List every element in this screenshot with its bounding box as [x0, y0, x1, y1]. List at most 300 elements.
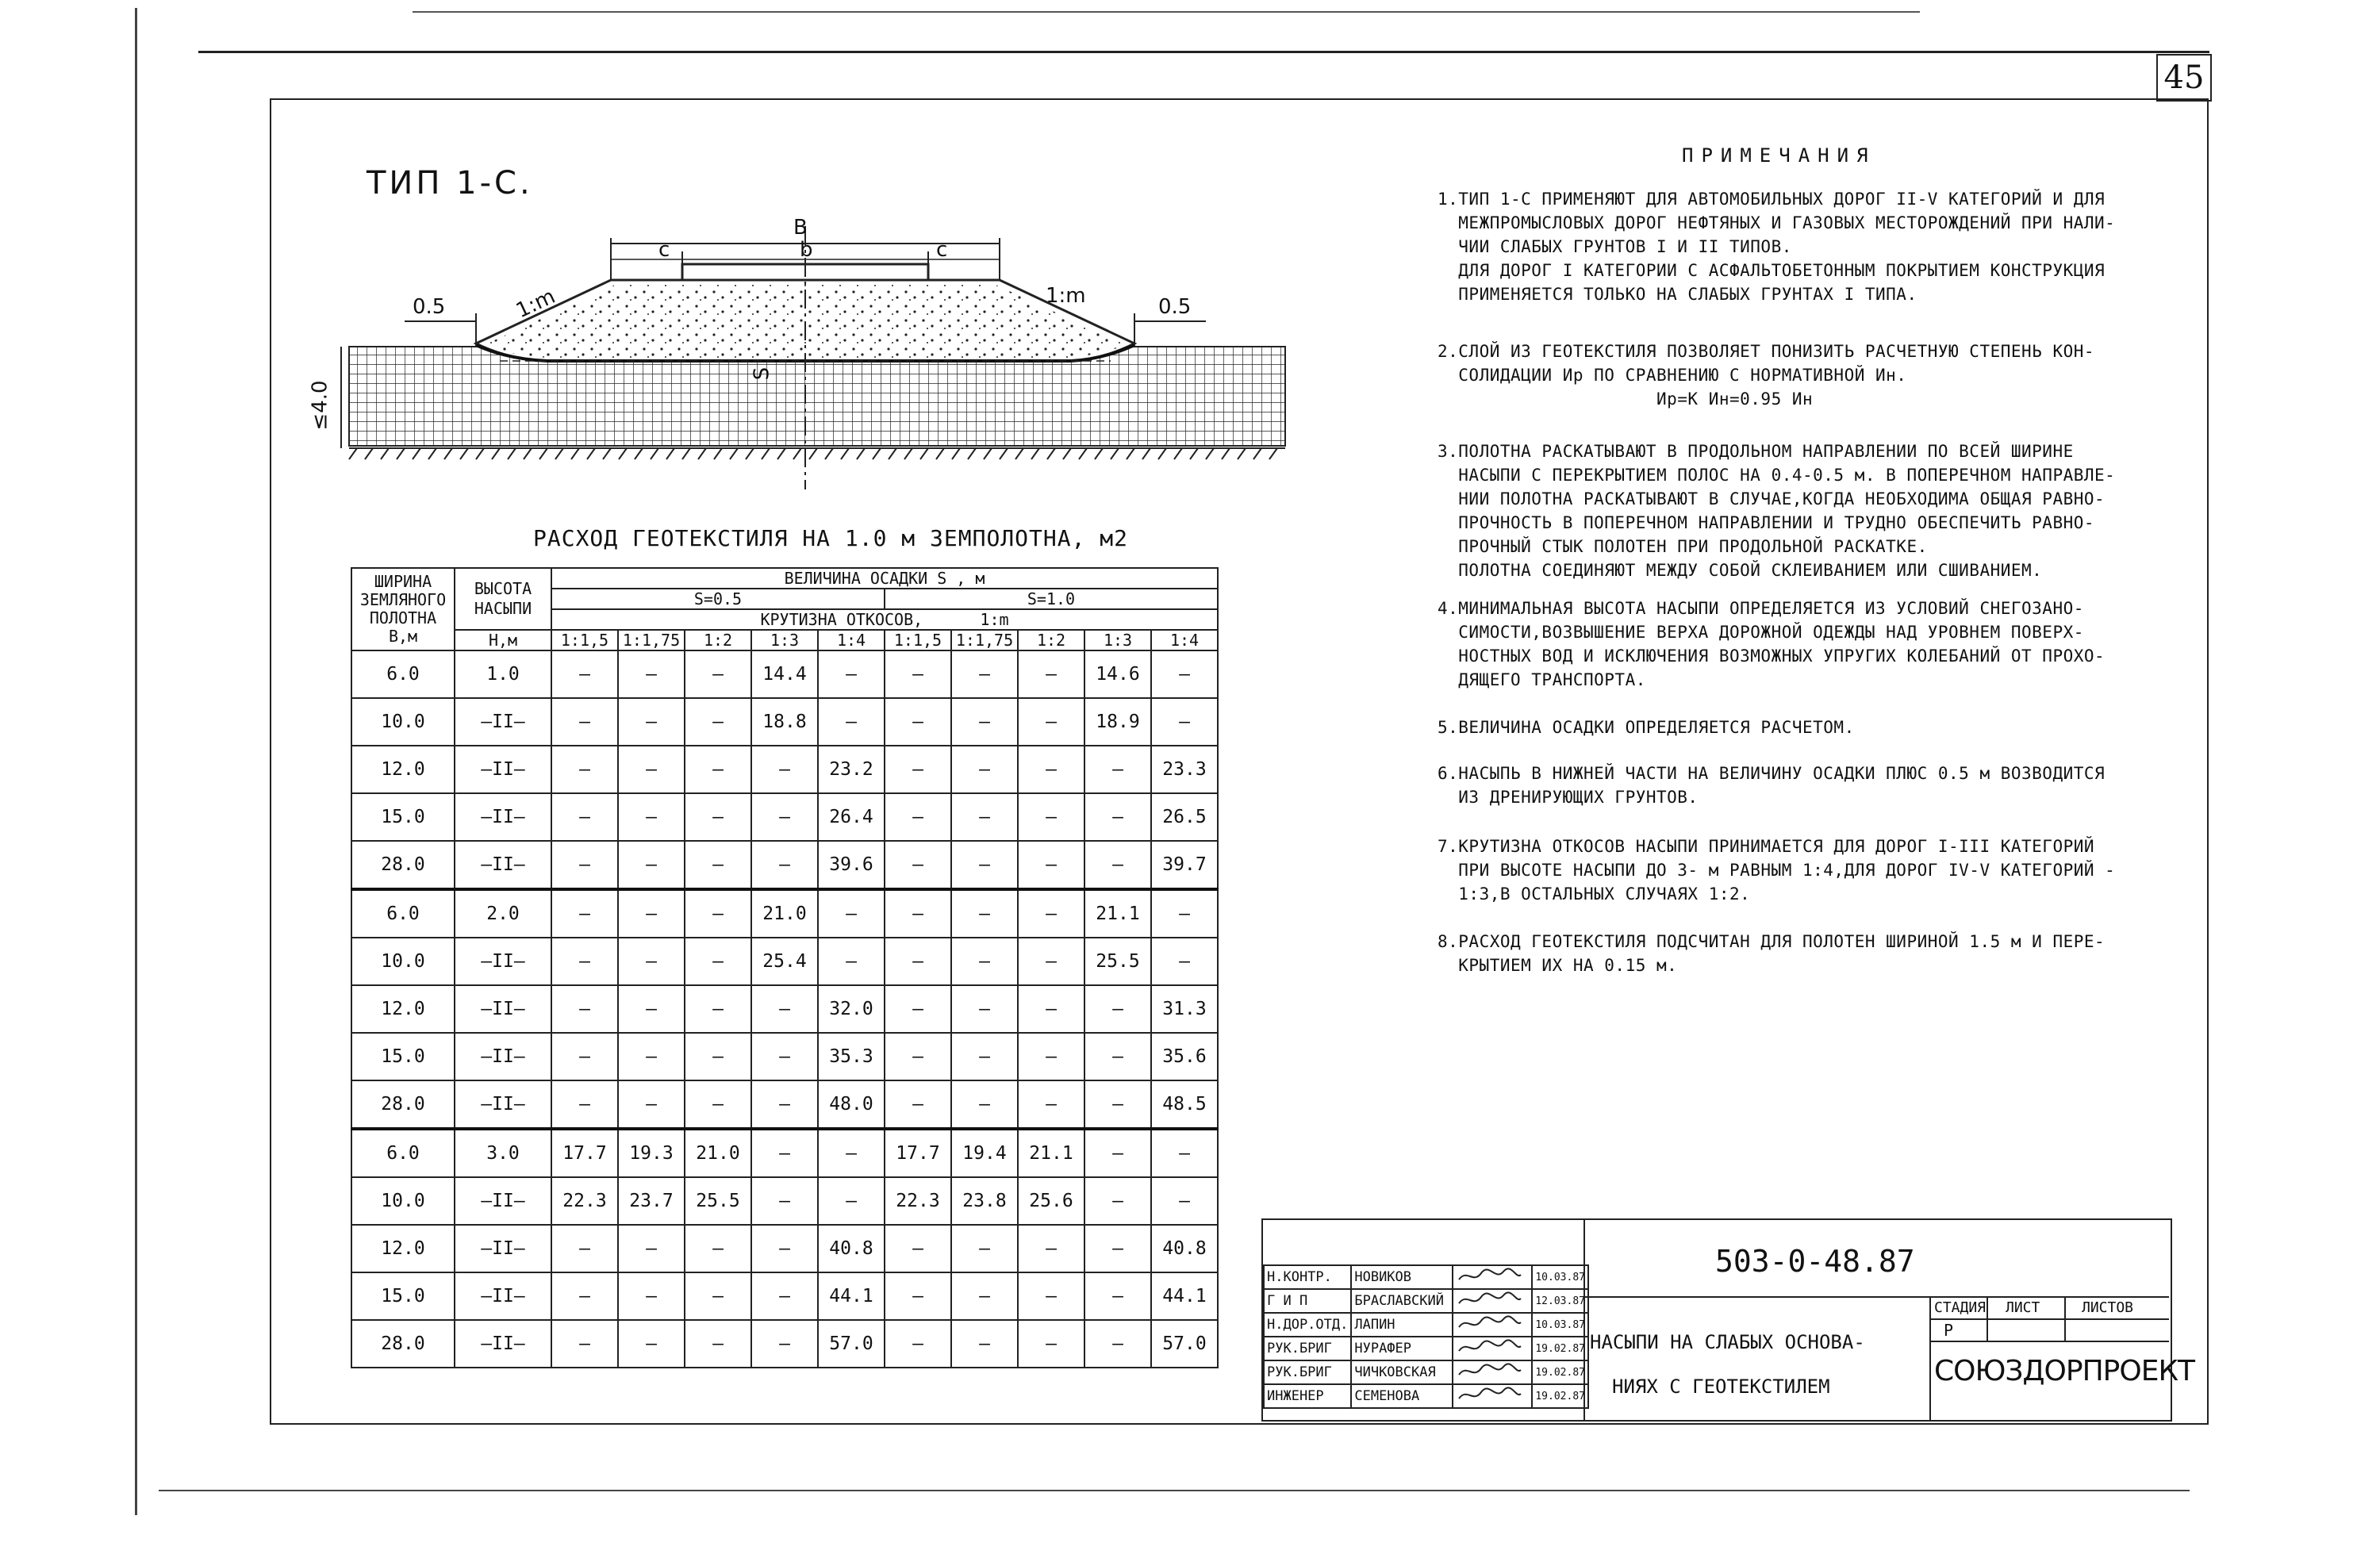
table-row [351, 841, 1218, 889]
value-cell: — [751, 985, 818, 1033]
value-cell: — [1018, 1320, 1084, 1368]
approval-role: ИНЖЕНЕР [1264, 1384, 1351, 1408]
value-cell: — [551, 889, 618, 938]
note-line: ДЛЯ ДОРОГ I КАТЕГОРИИ С АСФАЛЬТОБЕТОННЫМ ПОКРЫТИЕМ КОНСТРУКЦИЯ [1438, 261, 2106, 280]
width-cell: 6.0 [351, 1129, 455, 1177]
approval-row [1264, 1265, 1588, 1289]
signature [1453, 1360, 1532, 1384]
slope-header-cell: 1:2 [1018, 630, 1084, 650]
approval-name: БРАСЛАВСКИЙ [1351, 1289, 1453, 1313]
value-cell: 57.0 [1151, 1320, 1218, 1368]
note-line: 1:3,В ОСТАЛЬНЫХ СЛУЧАЯХ 1:2. [1438, 884, 1751, 904]
value-cell: — [1084, 1177, 1151, 1225]
value-cell: — [951, 1033, 1018, 1080]
value-cell: — [951, 1225, 1018, 1272]
value-cell: 25.5 [1084, 938, 1151, 985]
height-cell: —II— [455, 841, 551, 889]
value-cell: 18.9 [1084, 698, 1151, 746]
note-line: Ир=К Ин=0.95 Ин [1438, 389, 1814, 409]
value-cell: — [618, 1320, 685, 1368]
value-cell: — [751, 1272, 818, 1320]
dim-c-left-label: c [658, 238, 670, 262]
slope-header-cell: 1:2 [685, 630, 751, 650]
value-cell: — [685, 746, 751, 793]
value-cell: — [885, 793, 951, 841]
value-cell: — [751, 841, 818, 889]
width-cell: 10.0 [351, 1177, 455, 1225]
value-cell: — [818, 698, 885, 746]
height-cell: —II— [455, 1320, 551, 1368]
value-cell: — [685, 1080, 751, 1129]
value-cell: — [685, 841, 751, 889]
value-cell: — [618, 1080, 685, 1129]
table-title: РАСХОД ГЕОТЕКСТИЛЯ НА 1.0 м ЗЕМПОЛОТНА, м2 [533, 525, 1129, 551]
height-cell: —II— [455, 1225, 551, 1272]
slope-header-cell: 1:3 [1084, 630, 1151, 650]
value-cell: — [818, 889, 885, 938]
table-row [351, 698, 1218, 746]
value-cell: — [951, 841, 1018, 889]
note-item [1438, 835, 2167, 906]
value-cell: — [1151, 889, 1218, 938]
approval-role: Н.КОНТР. [1264, 1265, 1351, 1289]
value-cell: — [818, 1177, 885, 1225]
left-margin-line [135, 8, 137, 1515]
value-cell: — [1151, 1129, 1218, 1177]
slope-header-cell: 1:1,5 [551, 630, 618, 650]
value-cell: — [1084, 985, 1151, 1033]
width-cell: 28.0 [351, 841, 455, 889]
note-line: НАСЫПИ С ПЕРЕКРЫТИЕМ ПОЛОС НА 0.4-0.5 м. В ПОПЕРЕЧНОМ НАПРАВЛЕ- [1438, 466, 2116, 485]
value-cell: — [885, 698, 951, 746]
value-cell: — [1084, 1225, 1151, 1272]
value-cell: — [951, 698, 1018, 746]
value-cell: — [951, 985, 1018, 1033]
value-cell: — [1018, 1033, 1084, 1080]
drawing-title-line1: НАСЫПИ НА СЛАБЫХ ОСНОВА- [1590, 1331, 1865, 1353]
dim-berm-left-label: 0.5 [413, 295, 446, 319]
value-cell: — [618, 1225, 685, 1272]
note-line: 4.МИНИМАЛЬНАЯ ВЫСОТА НАСЫПИ ОПРЕДЕЛЯЕТСЯ ИЗ УСЛОВИЙ СНЕГОЗАНО- [1438, 599, 2084, 618]
approval-row [1264, 1313, 1588, 1337]
value-cell: 48.5 [1151, 1080, 1218, 1129]
value-cell: — [618, 1033, 685, 1080]
value-cell: 25.6 [1018, 1177, 1084, 1225]
value-cell: — [885, 1320, 951, 1368]
slope-header-cell: 1:1,75 [951, 630, 1018, 650]
height-cell: —II— [455, 1080, 551, 1129]
approval-role: РУК.БРИГ [1264, 1337, 1351, 1360]
dim-berm-right-label: 0.5 [1158, 295, 1192, 319]
value-cell: — [951, 746, 1018, 793]
value-cell: 44.1 [818, 1272, 885, 1320]
width-cell: 15.0 [351, 1033, 455, 1080]
value-cell: — [885, 1225, 951, 1272]
value-cell: — [751, 793, 818, 841]
value-cell: — [1151, 650, 1218, 698]
height-cell: —II— [455, 1177, 551, 1225]
value-cell: — [951, 1320, 1018, 1368]
value-cell: — [885, 1272, 951, 1320]
value-cell: — [551, 793, 618, 841]
slope-header-cell: 1:1,5 [885, 630, 951, 650]
width-cell: 28.0 [351, 1080, 455, 1129]
sheet-label: ЛИСТ [2006, 1299, 2040, 1316]
value-cell: — [551, 1080, 618, 1129]
value-cell: — [685, 793, 751, 841]
approval-role: РУК.БРИГ [1264, 1360, 1351, 1384]
note-item [1438, 930, 2167, 977]
note-line: 8.РАСХОД ГЕОТЕКСТИЛЯ ПОДСЧИТАН ДЛЯ ПОЛОТЕН ШИРИНОЙ 1.5 м И ПЕРЕ- [1438, 932, 2106, 951]
table-row [351, 938, 1218, 985]
value-cell: 25.4 [751, 938, 818, 985]
value-cell: — [1084, 793, 1151, 841]
width-cell: 10.0 [351, 938, 455, 985]
approval-row [1264, 1337, 1588, 1360]
drawing-title-line2: НИЯХ С ГЕОТЕКСТИЛЕМ [1612, 1376, 1830, 1398]
value-cell: — [885, 650, 951, 698]
table-row [351, 1033, 1218, 1080]
signature [1453, 1337, 1532, 1360]
note-line: СИМОСТИ,ВОЗВЫШЕНИЕ ВЕРХА ДОРОЖНОЙ ОДЕЖДЫ НАД УРОВНЕМ ПОВЕРХ- [1438, 623, 2084, 642]
note-line: ПРОЧНОСТЬ В ПОПЕРЕЧНОМ НАПРАВЛЕНИИ И ТРУДНО ОБЕСПЕЧИТЬ РАВНО- [1438, 513, 2095, 532]
value-cell: 17.7 [885, 1129, 951, 1177]
value-cell: — [1018, 1080, 1084, 1129]
approval-date: 12.03.87 [1532, 1289, 1588, 1313]
note-line: ИЗ ДРЕНИРУЮЩИХ ГРУНТОВ. [1438, 788, 1699, 807]
value-cell: — [951, 1080, 1018, 1129]
header-height-unit: H,м [455, 630, 551, 650]
value-cell: 22.3 [551, 1177, 618, 1225]
approvals-table [1263, 1264, 1589, 1409]
value-cell: — [1018, 793, 1084, 841]
height-cell: 1.0 [455, 650, 551, 698]
note-item [1438, 340, 2167, 411]
value-cell: — [1084, 746, 1151, 793]
note-item [1438, 439, 2167, 582]
value-cell: 21.0 [685, 1129, 751, 1177]
value-cell: — [1018, 938, 1084, 985]
note-line: 1.ТИП 1-С ПРИМЕНЯЮТ ДЛЯ АВТОМОБИЛЬНЫХ ДОРОГ II-V КАТЕГОРИЙ И ДЛЯ [1438, 190, 2106, 209]
table-row [351, 1272, 1218, 1320]
value-cell: — [618, 1272, 685, 1320]
signature [1453, 1384, 1532, 1408]
value-cell: — [885, 746, 951, 793]
value-cell: 18.8 [751, 698, 818, 746]
value-cell: 48.0 [818, 1080, 885, 1129]
value-cell: 23.8 [951, 1177, 1018, 1225]
value-cell: 31.3 [1151, 985, 1218, 1033]
value-cell: — [685, 889, 751, 938]
approval-role: Г И П [1264, 1289, 1351, 1313]
height-cell: —II— [455, 793, 551, 841]
value-cell: — [551, 650, 618, 698]
value-cell: — [751, 1177, 818, 1225]
value-cell: — [885, 938, 951, 985]
height-cell: —II— [455, 698, 551, 746]
approval-date: 10.03.87 [1532, 1313, 1588, 1337]
value-cell: — [885, 985, 951, 1033]
slope-header-cell: 1:3 [751, 630, 818, 650]
value-cell: 39.6 [818, 841, 885, 889]
table-row [351, 793, 1218, 841]
value-cell: — [751, 746, 818, 793]
ground-base-hatching [349, 448, 1285, 459]
approval-row [1264, 1289, 1588, 1313]
value-cell: — [685, 698, 751, 746]
value-cell: 40.8 [818, 1225, 885, 1272]
value-cell: — [818, 650, 885, 698]
geotextile-consumption-table [351, 567, 1219, 1368]
approval-name: НОВИКОВ [1351, 1265, 1453, 1289]
header-settlement: ВЕЛИЧИНА ОСАДКИ S , м [551, 568, 1218, 589]
dim-settlement-label: S [750, 366, 774, 381]
signature [1453, 1265, 1532, 1289]
value-cell: 21.1 [1018, 1129, 1084, 1177]
height-cell: 2.0 [455, 889, 551, 938]
value-cell: — [1084, 1320, 1151, 1368]
height-cell: 3.0 [455, 1129, 551, 1177]
header-width: ШИРИНА ЗЕМЛЯНОГО ПОЛОТНА B,м [351, 568, 455, 650]
value-cell: 14.6 [1084, 650, 1151, 698]
value-cell: — [885, 889, 951, 938]
value-cell: — [685, 1320, 751, 1368]
value-cell: — [1018, 650, 1084, 698]
value-cell: 44.1 [1151, 1272, 1218, 1320]
doc-code: 503-0-48.87 [1715, 1244, 1915, 1279]
value-cell: — [685, 1272, 751, 1320]
header-height: ВЫСОТА НАСЫПИ [455, 568, 551, 630]
value-cell: — [685, 1225, 751, 1272]
table-row [351, 650, 1218, 698]
dim-depth-label: ≤4.0 [308, 380, 332, 431]
sheets-label: ЛИСТОВ [2082, 1299, 2134, 1316]
value-cell: — [618, 841, 685, 889]
value-cell: — [685, 985, 751, 1033]
type-title: ТИП 1-С. [367, 165, 533, 201]
value-cell: — [1018, 889, 1084, 938]
note-line: КРЫТИЕМ ИХ НА 0.15 м. [1438, 956, 1678, 975]
note-item [1438, 762, 2167, 809]
value-cell: — [618, 938, 685, 985]
value-cell: — [1018, 1272, 1084, 1320]
width-cell: 6.0 [351, 650, 455, 698]
value-cell: 39.7 [1151, 841, 1218, 889]
value-cell: 26.5 [1151, 793, 1218, 841]
value-cell: — [551, 938, 618, 985]
value-cell: — [685, 938, 751, 985]
table-row [351, 1225, 1218, 1272]
note-line: 2.СЛОЙ ИЗ ГЕОТЕКСТИЛЯ ПОЗВОЛЯЕТ ПОНИЗИТЬ РАСЧЕТНУЮ СТЕПЕНЬ КОН- [1438, 342, 2095, 361]
value-cell: — [751, 1033, 818, 1080]
slope-header-cell: 1:4 [1151, 630, 1218, 650]
width-cell: 10.0 [351, 698, 455, 746]
value-cell: — [618, 985, 685, 1033]
value-cell: — [818, 1129, 885, 1177]
table-row [351, 1080, 1218, 1129]
note-line: СОЛИДАЦИИ Ир ПО СРАВНЕНИЮ С НОРМАТИВНОЙ Ин. [1438, 366, 1907, 385]
value-cell: — [1084, 1033, 1151, 1080]
value-cell: — [885, 1033, 951, 1080]
approval-date: 19.02.87 [1532, 1360, 1588, 1384]
dim-slope-right-label: 1:m [1046, 284, 1086, 308]
value-cell: 25.5 [685, 1177, 751, 1225]
value-cell: — [551, 1320, 618, 1368]
value-cell: — [1084, 841, 1151, 889]
signature [1453, 1289, 1532, 1313]
value-cell: — [951, 938, 1018, 985]
width-cell: 15.0 [351, 793, 455, 841]
note-line: ПОЛОТНА СОЕДИНЯЮТ МЕЖДУ СОБОЙ СКЛЕИВАНИЕМ ИЛИ СШИВАНИЕМ. [1438, 561, 2043, 580]
note-line: 5.ВЕЛИЧИНА ОСАДКИ ОПРЕДЕЛЯЕТСЯ РАСЧЕТОМ. [1438, 718, 1855, 737]
note-line: МЕЖПРОМЫСЛОВЫХ ДОРОГ НЕФТЯНЫХ И ГАЗОВЫХ МЕСТОРОЖДЕНИЙ ПРИ НАЛИ- [1438, 213, 2116, 232]
note-line: ПРИ ВЫСОТЕ НАСЫПИ ДО 3- м РАВНЫМ 1:4,ДЛЯ ДОРОГ IV-V КАТЕГОРИЙ - [1438, 861, 2116, 880]
value-cell: — [1018, 746, 1084, 793]
value-cell: 35.6 [1151, 1033, 1218, 1080]
value-cell: — [951, 889, 1018, 938]
value-cell: — [1084, 1272, 1151, 1320]
value-cell: — [885, 841, 951, 889]
notes-title: ПРИМЕЧАНИЯ [1682, 144, 1876, 167]
value-cell: — [1018, 1225, 1084, 1272]
value-cell: — [1018, 841, 1084, 889]
value-cell: 32.0 [818, 985, 885, 1033]
table-row [351, 746, 1218, 793]
value-cell: — [1018, 698, 1084, 746]
value-cell: — [685, 1033, 751, 1080]
value-cell: — [951, 650, 1018, 698]
value-cell: — [1151, 938, 1218, 985]
height-cell: —II— [455, 1272, 551, 1320]
width-cell: 12.0 [351, 746, 455, 793]
top-rule [413, 11, 1920, 13]
note-line: ПРОЧНЫЙ СТЫК ПОЛОТЕН ПРИ ПРОДОЛЬНОЙ РАСКАТКЕ. [1438, 537, 1928, 556]
value-cell: — [751, 1320, 818, 1368]
approval-date: 19.02.87 [1532, 1384, 1588, 1408]
value-cell: 26.4 [818, 793, 885, 841]
approval-row [1264, 1384, 1588, 1408]
header-slope: КРУТИЗНА ОТКОСОВ, 1:m [551, 609, 1218, 630]
title-block [1261, 1218, 2194, 1422]
width-cell: 12.0 [351, 1225, 455, 1272]
width-cell: 12.0 [351, 985, 455, 1033]
approval-date: 10.03.87 [1532, 1265, 1588, 1289]
note-line: НОСТНЫХ ВОД И ИСКЛЮЧЕНИЯ ВОЗМОЖНЫХ УПРУГИХ КОЛЕБАНИЙ ОТ ПРОХО- [1438, 647, 2106, 666]
approval-name: СЕМЕНОВА [1351, 1384, 1453, 1408]
note-item [1438, 597, 2167, 692]
value-cell: — [551, 1272, 618, 1320]
value-cell: — [751, 1080, 818, 1129]
table-row [351, 1320, 1218, 1368]
value-cell: — [1018, 985, 1084, 1033]
value-cell: 22.3 [885, 1177, 951, 1225]
value-cell: — [551, 1225, 618, 1272]
value-cell: — [618, 793, 685, 841]
stage-label: СТАДИЯ [1934, 1299, 1987, 1316]
signature [1453, 1313, 1532, 1337]
note-line: 7.КРУТИЗНА ОТКОСОВ НАСЫПИ ПРИНИМАЕТСЯ ДЛЯ ДОРОГ I-III КАТЕГОРИЙ [1438, 837, 2095, 856]
value-cell: — [818, 938, 885, 985]
height-cell: —II— [455, 1033, 551, 1080]
dim-slope-left-label: 1:m [512, 284, 559, 324]
value-cell: 40.8 [1151, 1225, 1218, 1272]
note-line: ДЯЩЕГО ТРАНСПОРТА. [1438, 670, 1646, 689]
value-cell: 19.3 [618, 1129, 685, 1177]
value-cell: 23.2 [818, 746, 885, 793]
value-cell: — [551, 1033, 618, 1080]
width-cell: 28.0 [351, 1320, 455, 1368]
slope-header-cell: 1:4 [818, 630, 885, 650]
table-row [351, 1177, 1218, 1225]
note-line: 3.ПОЛОТНА РАСКАТЫВАЮТ В ПРОДОЛЬНОМ НАПРАВЛЕНИИ ПО ВСЕЙ ШИРИНЕ [1438, 442, 2074, 461]
value-cell: — [685, 650, 751, 698]
approval-role: Н.ДОР.ОТД. [1264, 1313, 1351, 1337]
value-cell: — [551, 841, 618, 889]
header-s2: S=1.0 [885, 589, 1218, 609]
height-cell: —II— [455, 938, 551, 985]
value-cell: 57.0 [818, 1320, 885, 1368]
width-cell: 15.0 [351, 1272, 455, 1320]
value-cell: — [951, 1272, 1018, 1320]
outer-frame-top [198, 51, 2209, 53]
height-cell: —II— [455, 985, 551, 1033]
organization: СОЮЗДОРПРОЕКТ [1934, 1355, 2194, 1387]
value-cell: 23.7 [618, 1177, 685, 1225]
approval-name: ЧИЧКОВСКАЯ [1351, 1360, 1453, 1384]
value-cell: 14.4 [751, 650, 818, 698]
approval-name: НУРАФЕР [1351, 1337, 1453, 1360]
value-cell: 23.3 [1151, 746, 1218, 793]
value-cell: — [885, 1080, 951, 1129]
value-cell: 35.3 [818, 1033, 885, 1080]
note-line: НИИ ПОЛОТНА РАСКАТЫВАЮТ В СЛУЧАЕ,КОГДА НЕОБХОДИМА ОБЩАЯ РАВНО- [1438, 489, 2106, 508]
stage-value: Р [1944, 1321, 1954, 1340]
value-cell: — [951, 793, 1018, 841]
dim-c-right-label: c [936, 238, 948, 262]
note-item [1438, 716, 2167, 739]
bottom-rule [159, 1490, 2190, 1491]
value-cell: — [618, 698, 685, 746]
approval-name: ЛАПИН [1351, 1313, 1453, 1337]
approval-date: 19.02.87 [1532, 1337, 1588, 1360]
value-cell: — [618, 746, 685, 793]
value-cell: — [1151, 698, 1218, 746]
value-cell: — [1084, 1129, 1151, 1177]
value-cell: 21.1 [1084, 889, 1151, 938]
value-cell: — [751, 1129, 818, 1177]
value-cell: 21.0 [751, 889, 818, 938]
table-row [351, 1129, 1218, 1177]
value-cell: — [551, 746, 618, 793]
value-cell: 17.7 [551, 1129, 618, 1177]
table-row [351, 985, 1218, 1033]
slope-header-cell: 1:1,75 [618, 630, 685, 650]
value-cell: — [751, 1225, 818, 1272]
dim-B-label: B [793, 216, 808, 240]
sheet-number: 45 [2156, 54, 2212, 102]
value-cell: — [618, 889, 685, 938]
width-cell: 6.0 [351, 889, 455, 938]
approval-row [1264, 1360, 1588, 1384]
note-line: ПРИМЕНЯЕТСЯ ТОЛЬКО НА СЛАБЫХ ГРУНТАХ I ТИПА. [1438, 285, 1917, 304]
value-cell: — [1084, 1080, 1151, 1129]
value-cell: — [1151, 1177, 1218, 1225]
header-s1: S=0.5 [551, 589, 885, 609]
height-cell: —II— [455, 746, 551, 793]
note-line: 6.НАСЫПЬ В НИЖНЕЙ ЧАСТИ НА ВЕЛИЧИНУ ОСАДКИ ПЛЮС 0.5 м ВОЗВОДИТСЯ [1438, 764, 2106, 783]
value-cell: — [618, 650, 685, 698]
value-cell: 19.4 [951, 1129, 1018, 1177]
